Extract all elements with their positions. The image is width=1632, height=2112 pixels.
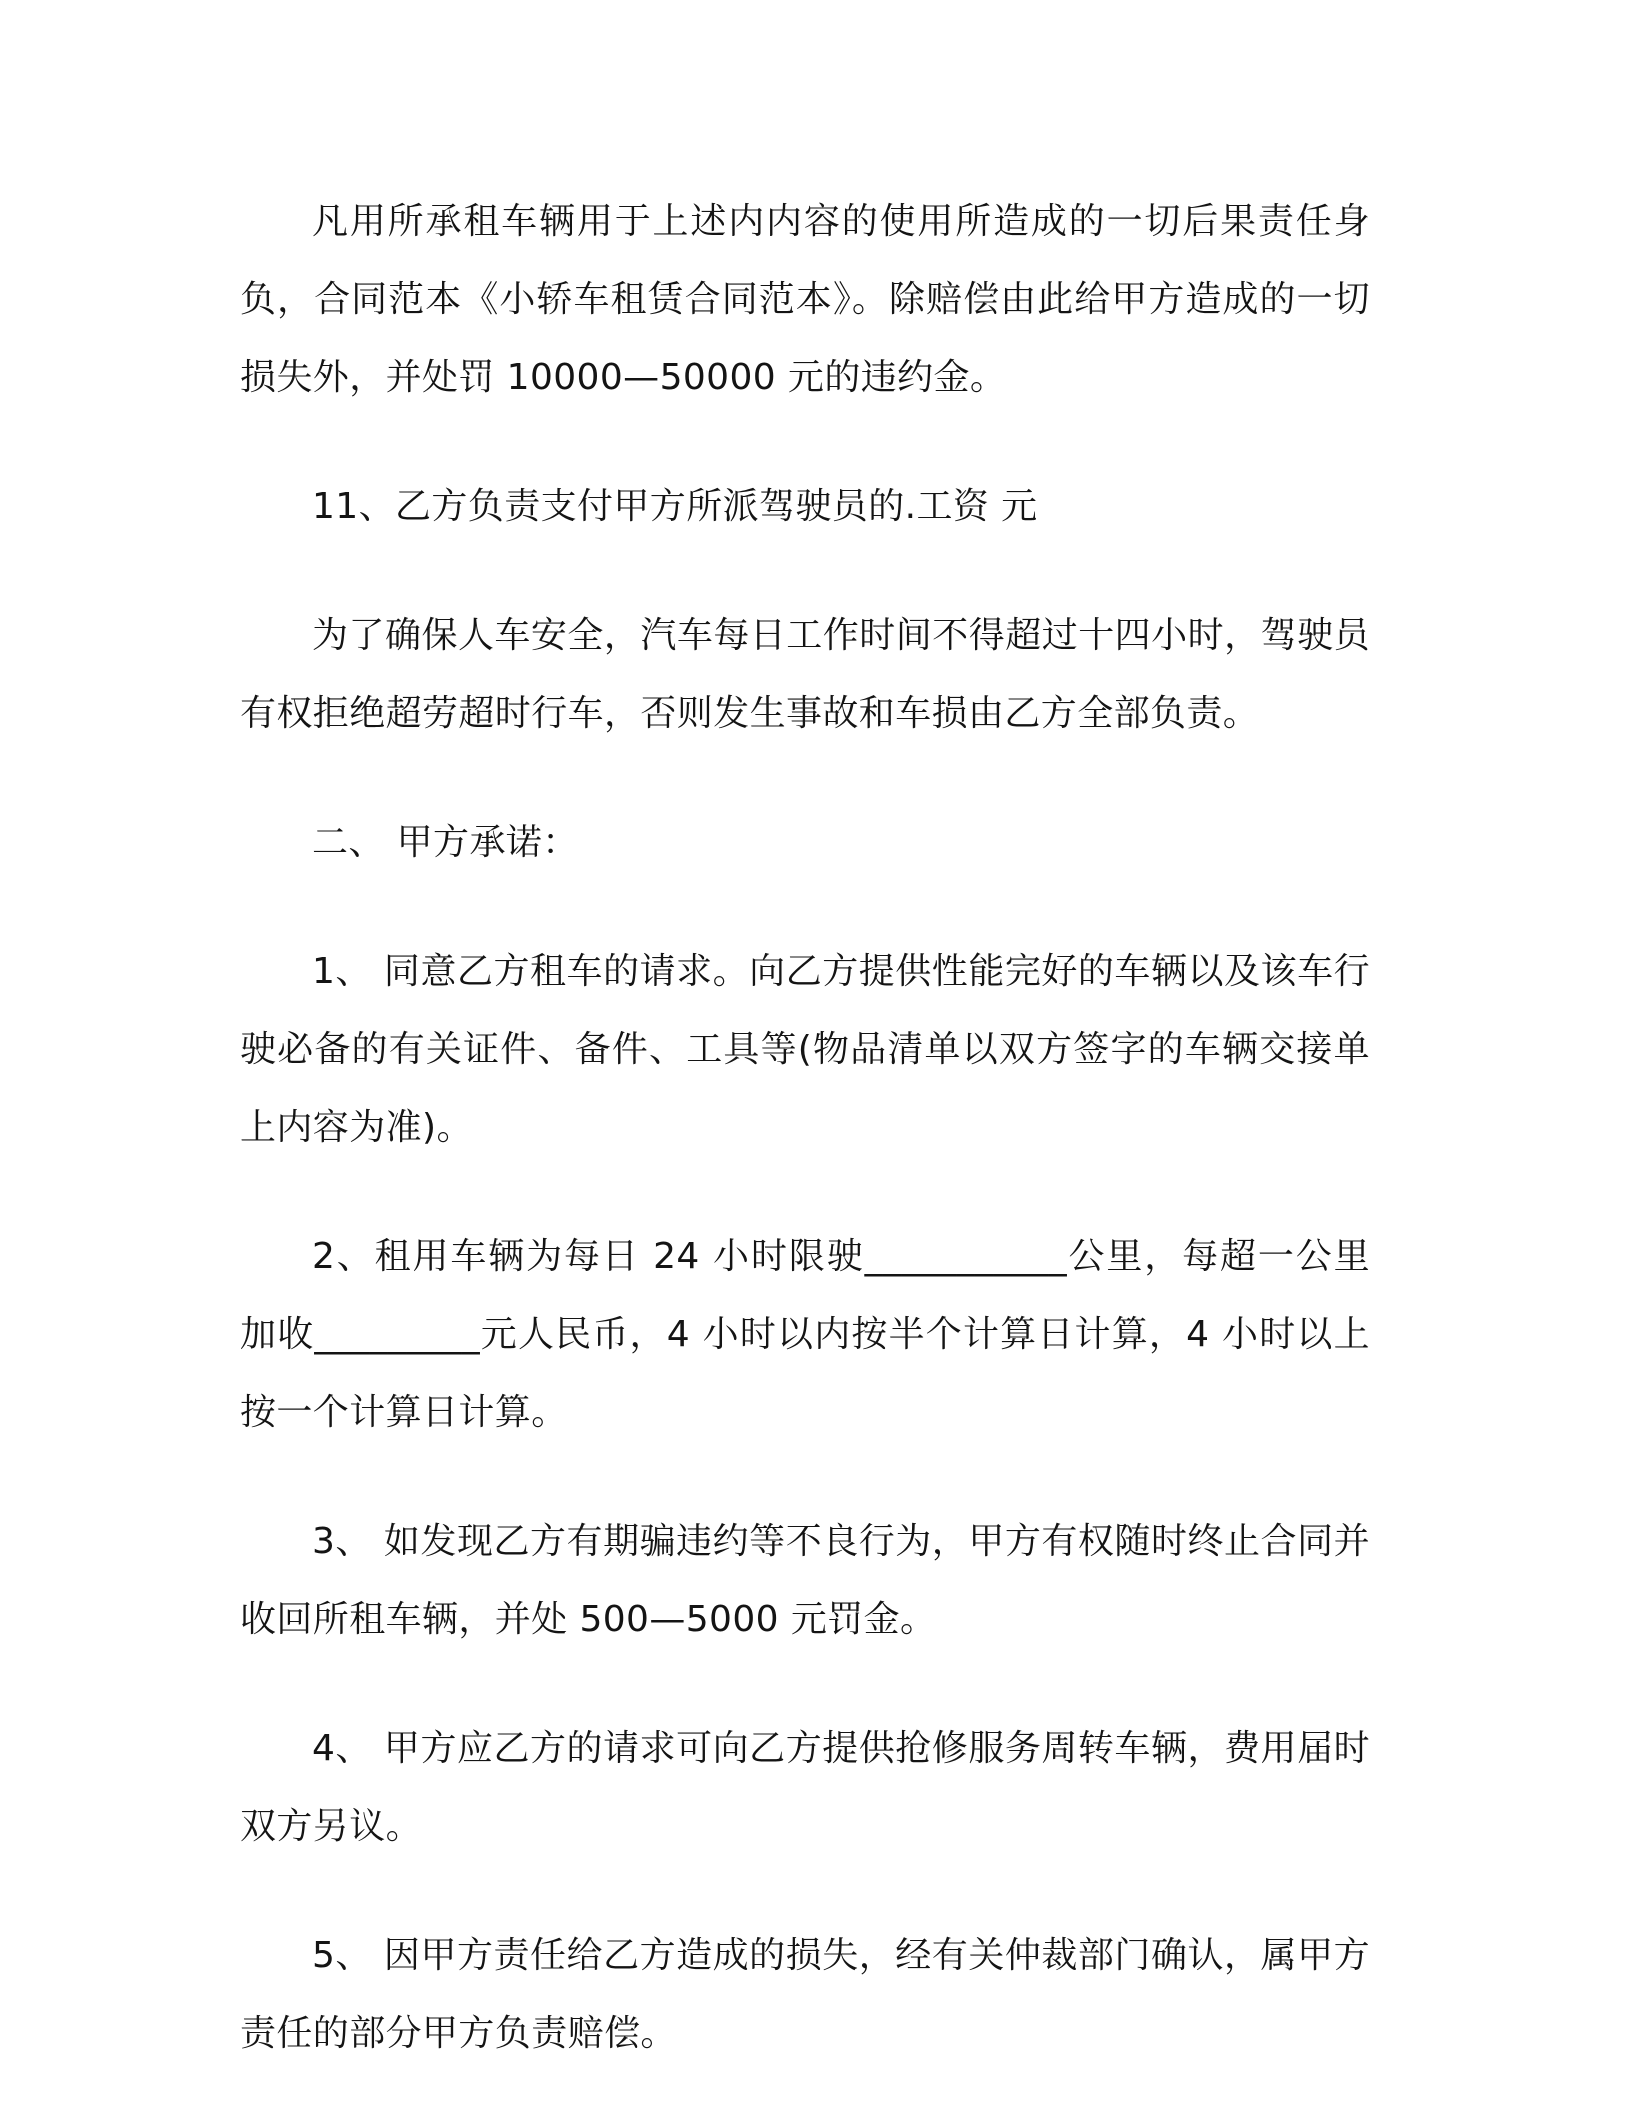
section-heading-party-a-commitments: 二、 甲方承诺： bbox=[312, 822, 579, 863]
paragraph-item-11-driver-wage: 11、乙方负责支付甲方所派驾驶员的.工资 元 bbox=[312, 486, 1038, 527]
document-body bbox=[240, 183, 1370, 2073]
paragraph-liability-penalty: 凡用所承租车辆用于上述内内容的使用所造成的一切后果责任身负，合同范本《小轿车租赁合同范本》。除赔偿由此给甲方造成的一切损失外，并处罚 10000—50000 元的违约金。 bbox=[240, 201, 1370, 398]
paragraph-item-5-compensation: 5、 因甲方责任给乙方造成的损失，经有关仲裁部门确认，属甲方责任的部分甲方负责赔偿。 bbox=[240, 1935, 1370, 2054]
paragraph-item-4-repair-service: 4、 甲方应乙方的请求可向乙方提供抢修服务周转车辆，费用届时双方另议。 bbox=[240, 1728, 1370, 1847]
paragraph-item-1-provide-vehicle: 1、 同意乙方租车的请求。向乙方提供性能完好的车辆以及该车行驶必备的有关证件、备件、工具等(物品清单以双方签字的车辆交接单上内容为准)。 bbox=[240, 951, 1370, 1148]
paragraph-item-2-mileage-limit: 2、租用车辆为每日 24 小时限驶___________公里，每超一公里加收_________元人民币，4 小时以内按半个计算日计算，4 小时以上按一个计算日计算。 bbox=[240, 1236, 1370, 1433]
paragraph-safety-working-hours: 为了确保人车安全，汽车每日工作时间不得超过十四小时，驾驶员有权拒绝超劳超时行车，否则发生事故和车损由乙方全部负责。 bbox=[240, 615, 1370, 734]
paragraph-item-3-breach-termination: 3、 如发现乙方有期骗违约等不良行为，甲方有权随时终止合同并收回所租车辆，并处 500—5000 元罚金。 bbox=[240, 1521, 1370, 1640]
